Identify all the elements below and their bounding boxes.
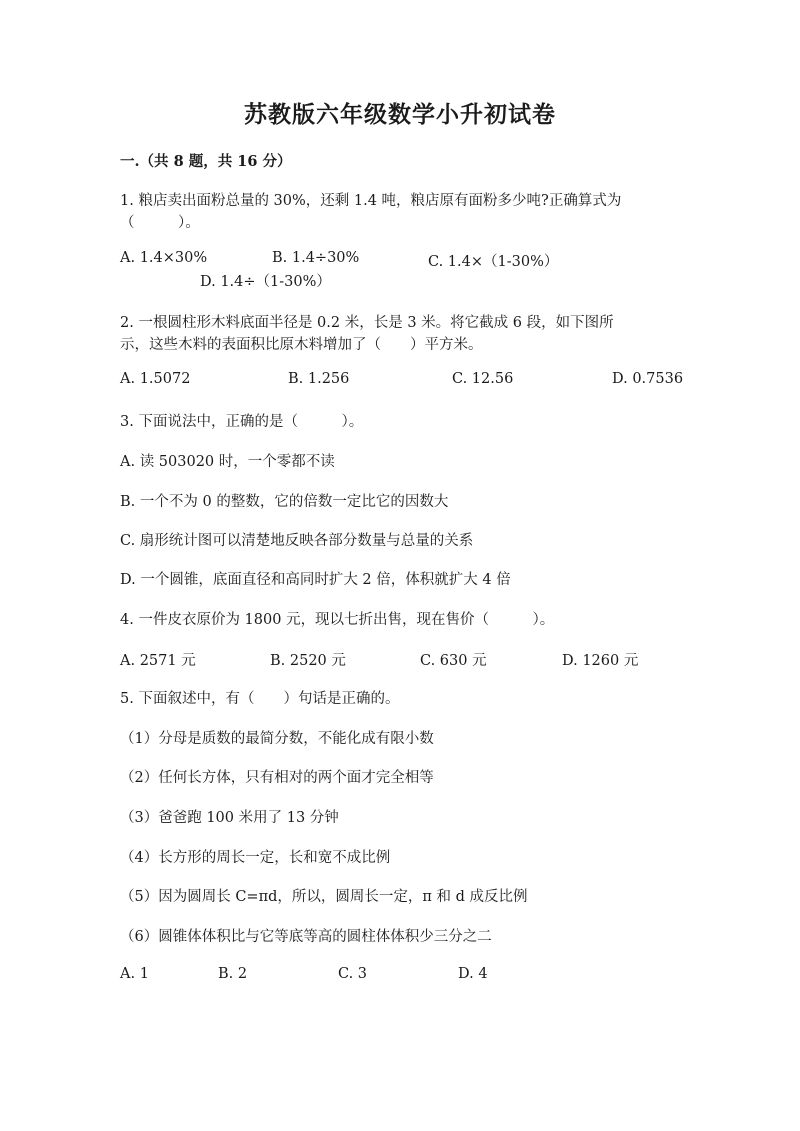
q3-option-a: A. 读 503020 时，一个零都不读 [120, 454, 335, 470]
question-1-text-cont: （ ）。 [120, 215, 200, 231]
q2-option-c: C. 12.56 [452, 371, 514, 387]
q1-option-b: B. 1.4÷30% [272, 250, 360, 266]
q1-option-d: D. 1.4÷（1-30%） [200, 274, 331, 290]
q1-option-a: A. 1.4×30% [120, 250, 208, 266]
q3-option-d: D. 一个圆锥，底面直径和高同时扩大 2 倍，体积就扩大 4 倍 [120, 572, 511, 588]
question-2-text-cont: 示，这些木料的表面积比原木料增加了（ ）平方米。 [120, 337, 483, 353]
q5-option-d: D. 4 [458, 966, 488, 982]
q4-option-d: D. 1260 元 [562, 653, 639, 669]
q5-option-b: B. 2 [218, 966, 248, 982]
question-2-text: 2. 一根圆柱形木料底面半径是 0.2 米，长是 3 米。将它截成 6 段，如下图所 [120, 315, 614, 331]
q5-statement-3: （3）爸爸跑 100 米用了 13 分钟 [120, 810, 339, 826]
q5-option-c: C. 3 [338, 966, 368, 982]
q2-option-a: A. 1.5072 [120, 371, 191, 387]
q2-option-b: B. 1.256 [288, 371, 350, 387]
q5-statement-2: （2）任何长方体，只有相对的两个面才完全相等 [120, 770, 434, 786]
q5-statement-1: （1）分母是质数的最简分数，不能化成有限小数 [120, 731, 434, 747]
section-heading: 一.（共 8 题，共 16 分） [120, 153, 292, 170]
q3-option-c: C. 扇形统计图可以清楚地反映各部分数量与总量的关系 [120, 533, 474, 549]
question-5-text: 5. 下面叙述中，有（ ）句话是正确的。 [120, 691, 400, 707]
q2-option-d: D. 0.7536 [612, 371, 684, 387]
q5-option-a: A. 1 [120, 966, 149, 982]
question-3-text: 3. 下面说法中，正确的是（ ）。 [120, 414, 364, 430]
q4-option-b: B. 2520 元 [270, 653, 346, 669]
question-1-text: 1. 粮店卖出面粉总量的 30%，还剩 1.4 吨，粮店原有面粉多少吨?正确算式为 [120, 193, 622, 209]
q3-option-b: B. 一个不为 0 的整数，它的倍数一定比它的因数大 [120, 494, 449, 510]
q5-statement-6: （6）圆锥体体积比与它等底等高的圆柱体体积少三分之二 [120, 929, 492, 945]
question-4-text: 4. 一件皮衣原价为 1800 元，现以七折出售，现在售价（ ）。 [120, 612, 555, 628]
q5-statement-5: （5）因为圆周长 C=πd，所以，圆周长一定，π 和 d 成反比例 [120, 889, 528, 905]
page-title: 苏教版六年级数学小升初试卷 [244, 101, 556, 128]
q4-option-c: C. 630 元 [420, 653, 487, 669]
q4-option-a: A. 2571 元 [120, 653, 196, 669]
q1-option-c: C. 1.4×（1-30%） [428, 254, 559, 270]
q5-statement-4: （4）长方形的周长一定，长和宽不成比例 [120, 850, 391, 866]
